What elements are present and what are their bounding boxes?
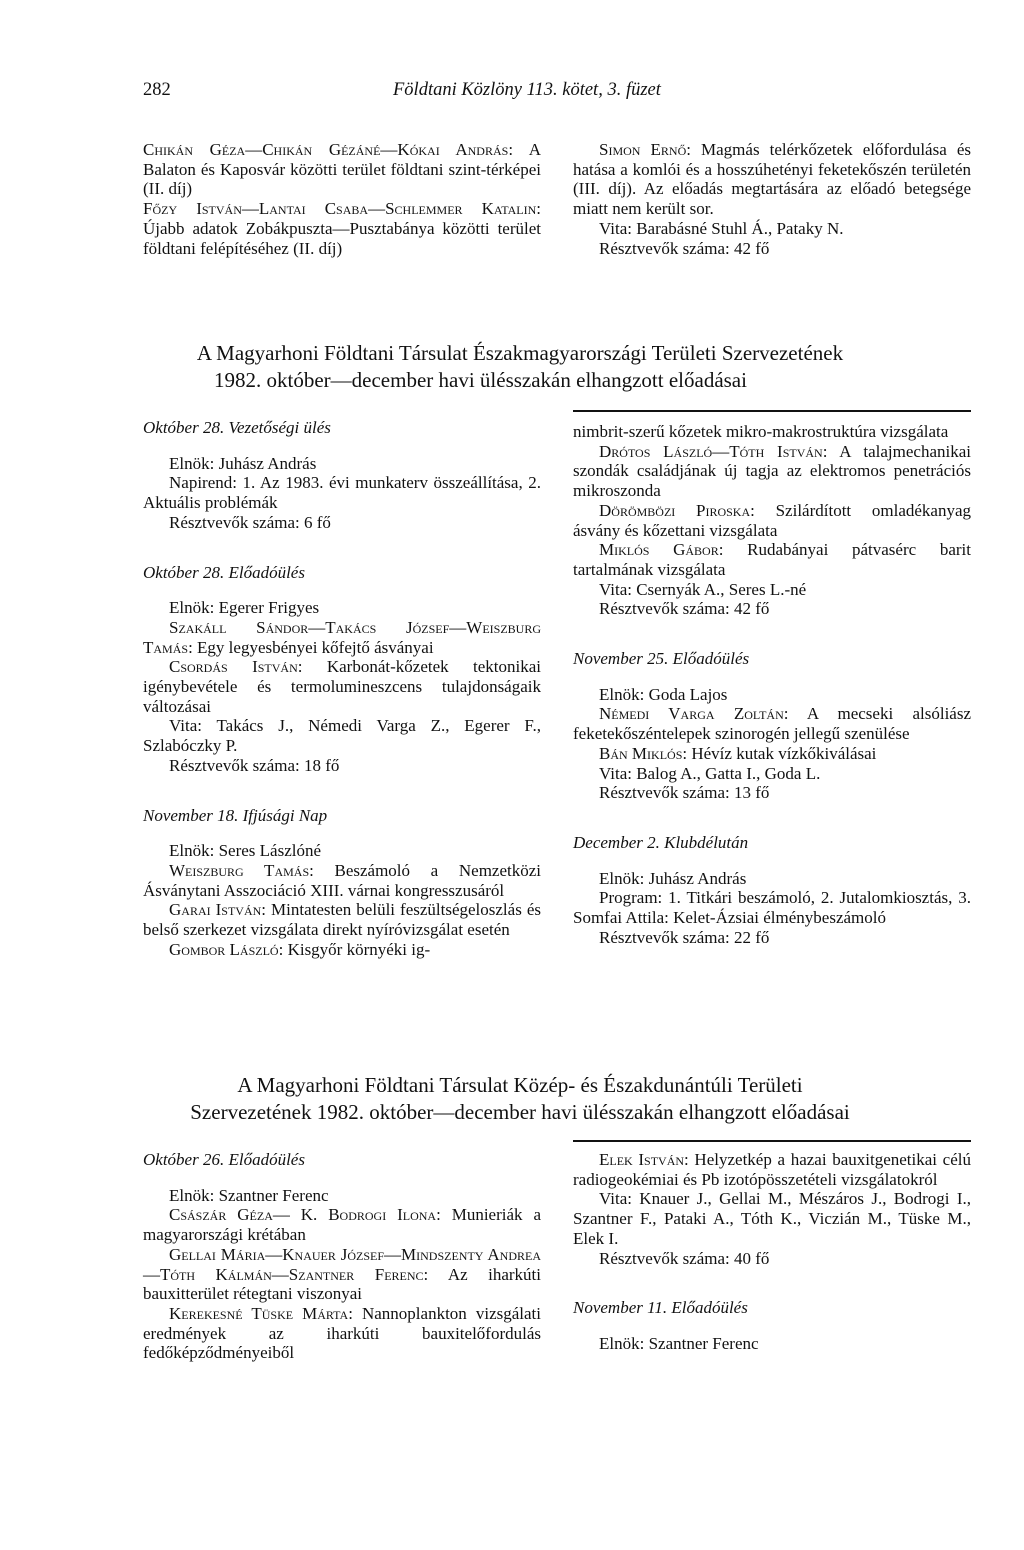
lecture-authors: Dörömbözi Piroska: [599, 500, 751, 520]
section2-title-line1: A Magyarhoni Földtani Társulat Közép- és Északdunántúli Területi: [237, 1073, 803, 1097]
session-heading: November 25. Előadóülés: [573, 649, 750, 669]
lecture-title: : Nannoplankton vizsgálati eredmények az iharkúti bauxitelőfordulás fedőképződményeiből: [143, 1303, 541, 1363]
session-note: Vita: Takács J., Némedi Varga Z., Egerer F., Szlabóczky P.: [143, 716, 541, 756]
lecture-title: : Mintatesten belüli feszültségeloszlás és belső szerkezet vizsgálata direkt nyíróvizsgálat esetén: [143, 900, 541, 940]
lecture-title: : Kisgyőr környéki ig-: [278, 939, 431, 959]
session-line: Elnök: Goda Lajos: [599, 684, 728, 704]
lecture-entry: [143, 618, 541, 657]
continued-text: nimbrit-szerű kőzetek mikro-makrostruktúra vizsgálata: [573, 422, 949, 441]
lecture-entry: [143, 1245, 541, 1304]
section2-title-line2: Szervezetének 1982. október—december havi ülésszakán elhangzott előadásai: [190, 1100, 850, 1124]
section2-left-column: [143, 1150, 541, 1363]
lecture-title: : Hévíz kutak vízkőkiválásai: [682, 743, 877, 763]
session-line: Résztvevők száma: 6 fő: [169, 512, 331, 532]
section1-title-line1: A Magyarhoni Földtani Társulat Északmagyarországi Területi Szervezetének: [196, 341, 844, 365]
lecture-title: : A mecseki alsóliász feketekőszéntelepek szinorogén jellegű szenülése: [573, 704, 971, 744]
lecture-authors: Weiszburg Tamás: [169, 860, 310, 880]
session-heading: Október 28. Előadóülés: [143, 562, 305, 582]
column-rule-section1: [573, 410, 971, 412]
top-left-column: [143, 140, 541, 258]
session-heading: November 11. Előadóülés: [573, 1298, 748, 1318]
lecture-title: : A Balaton és Kaposvár közötti terület földtani szint-térképei (II. díj): [143, 140, 541, 199]
lecture-authors: Gombor László: [169, 939, 279, 959]
lecture-authors: Főzy István—Lantai Csaba—Schlemmer Katalin: [143, 199, 537, 219]
lecture-title: : Az iharkúti bauxitterület rétegtani viszonyai: [143, 1264, 542, 1304]
session-line: Elnök: Egerer Frigyes: [169, 598, 320, 618]
lecture-authors: Némedi Varga Zoltán: [599, 704, 784, 724]
lecture-authors: Csordás István: [169, 657, 298, 677]
session-line: Elnök: Juhász András: [599, 868, 747, 888]
lecture-title: : Egy legyesbényei kőfejtő ásványai: [188, 637, 434, 657]
session-line: Vita: Csernyák A., Seres L.-né: [599, 579, 807, 599]
section1-left-column: [143, 418, 541, 959]
lecture-authors: Simon Ernő: [599, 140, 687, 159]
lecture-title: : Munieriák a magyarországi krétában: [143, 1205, 541, 1245]
top-right-column: [573, 140, 971, 258]
session-line: Résztvevők száma: 42 fő: [599, 599, 770, 619]
lecture-title: : Helyzetkép a hazai bauxitgenetikai célú radiogeokémiai és Pb izotópösszetételi vizsgálatokról: [573, 1150, 971, 1189]
lecture-authors: Szakáll Sándor—Takács József—Weiszburg Tamás: [143, 617, 541, 657]
lecture-entry: [143, 199, 541, 258]
session-heading: Október 26. Előadóülés: [143, 1150, 305, 1169]
session-heading: Október 28. Vezetőségi ülés: [143, 418, 331, 437]
session-line: Vita: Balog A., Gatta I., Goda L.: [599, 763, 821, 783]
session-line: Elnök: Seres Lászlóné: [169, 841, 322, 861]
page-number: 282: [143, 80, 171, 100]
session-line: Résztvevők száma: 42 fő: [599, 238, 770, 258]
session-line: Elnök: Szantner Ferenc: [169, 1185, 329, 1205]
lecture-entry: [573, 1150, 971, 1189]
session-note: Program: 1. Titkári beszámoló, 2. Jutalomkiosztás, 3. Somfai Attila: Kelet-Ázsiai élménybeszámoló: [573, 888, 971, 928]
session-line: Elnök: Szantner Ferenc: [599, 1333, 759, 1353]
lecture-authors: Bán Miklós: [599, 743, 683, 763]
lecture-title: : Szilárdított omladékanyag ásvány és kőzettani vizsgálata: [573, 500, 971, 540]
lecture-entry: [143, 900, 541, 939]
lecture-entry: [143, 1205, 541, 1244]
lecture-authors: Kerekesné Tüske Márta: [169, 1303, 349, 1323]
section2-right-column: [573, 1150, 971, 1354]
page-header: [143, 78, 893, 106]
lecture-authors: Elek István: [599, 1150, 685, 1169]
lecture-authors: Császár Géza— K. Bodrogi Ilona: [169, 1205, 437, 1225]
lecture-entry: [143, 940, 541, 960]
lecture-authors: Chikán Géza—Chikán Gézáné—Kókai András: [143, 140, 509, 159]
lecture-authors: Gellai Mária—Knauer József—Mindszenty Andrea—Tóth Kálmán—Szantner Ferenc: [143, 1244, 541, 1284]
section1-title-line2: 1982. október—december havi ülésszakán elhangzott előadásai: [214, 368, 747, 392]
lecture-entry: [573, 540, 971, 579]
session-heading: November 18. Ifjúsági Nap: [143, 805, 328, 825]
running-title: Földtani Közlöny 113. kötet, 3. füzet: [393, 80, 661, 100]
lecture-authors: Miklós Gábor: [599, 540, 719, 560]
lecture-entry: [143, 657, 541, 716]
lecture-title: : Újabb adatok Zobákpuszta—Pusztabánya közötti terület földtani felépítéséhez (II. díj): [143, 199, 541, 258]
lecture-authors: Drótos László—Tóth István: [599, 441, 823, 461]
session-heading: December 2. Klubdélután: [573, 832, 749, 852]
lecture-entry: [573, 501, 971, 540]
session-note: Napirend: 1. Az 1983. évi munkaterv összeállítása, 2. Aktuális problémák: [143, 473, 541, 513]
session-line: Vita: Barabásné Stuhl Á., Pataky N.: [599, 218, 844, 238]
session-line: Résztvevők száma: 13 fő: [599, 783, 770, 803]
lecture-entry: [143, 861, 541, 900]
lecture-entry: [143, 1304, 541, 1363]
lecture-title: : Beszámoló a Nemzetközi Ásványtani Asszociáció XIII. várnai kongresszusáról: [143, 860, 542, 900]
section2-title: [100, 1072, 940, 1126]
section1-title: [100, 340, 940, 394]
section1-right-column: [573, 422, 971, 947]
session-note: Vita: Knauer J., Gellai M., Mészáros J., Bodrogi I., Szantner F., Pataki A., Tóth K., Viczián M., Tüske M., Elek I.: [573, 1189, 971, 1248]
lecture-entry: [573, 704, 971, 743]
session-line: Résztvevők száma: 18 fő: [169, 755, 340, 775]
session-line: Résztvevők száma: 40 fő: [599, 1248, 770, 1268]
lecture-title: : Karbonát-kőzetek tektonikai igénybevétele és termolumineszcens tulajdonságaik változásai: [143, 657, 541, 716]
lecture-entry: [573, 140, 971, 219]
session-line: Elnök: Juhász András: [169, 453, 317, 473]
column-rule-section2: [573, 1140, 971, 1142]
lecture-entry: [143, 140, 541, 199]
session-line: Résztvevők száma: 22 fő: [599, 927, 770, 947]
lecture-title: : Rudabányai pátvasérc barit tartalmának vizsgálata: [573, 540, 971, 579]
lecture-entry: [573, 744, 971, 764]
lecture-entry: [573, 442, 971, 501]
lecture-title: : Magmás telérkőzetek előfordulása és hatása a komlói és a hosszúhetényi feketekőszén területén (III. díj). Az előadás megtartására az előadó betegsége miatt nem került sor.: [573, 140, 971, 219]
lecture-authors: Garai István: [169, 900, 262, 920]
lecture-title: : A talajmechanikai szondák családjának új tagja az elektromos penetrációs mikroszonda: [573, 441, 971, 501]
